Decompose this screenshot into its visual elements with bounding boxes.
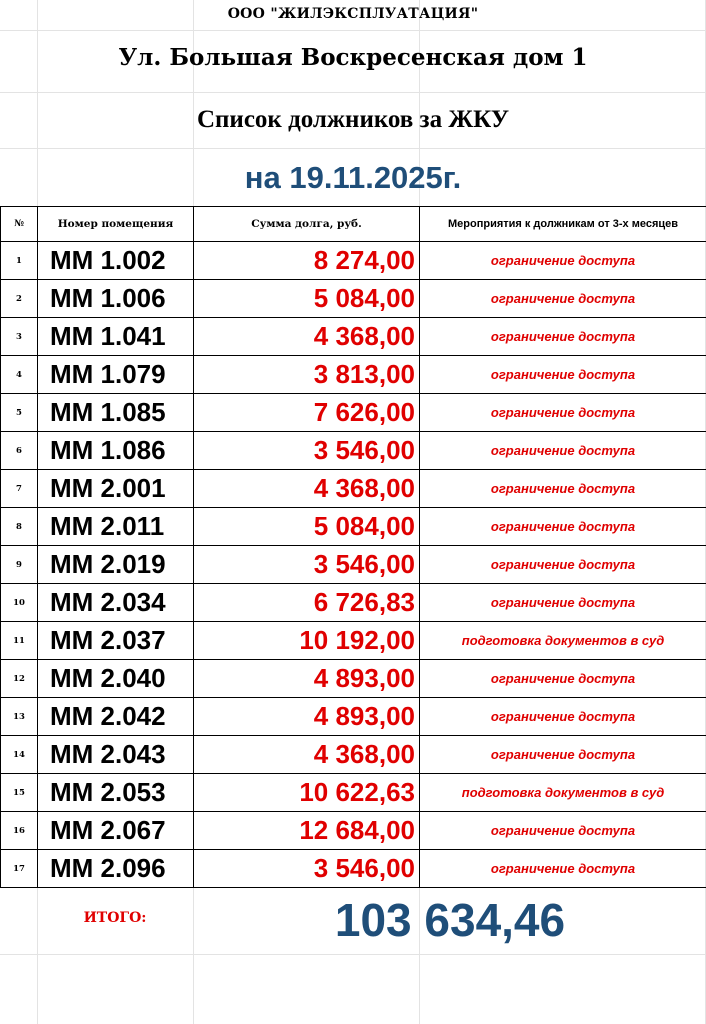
total-value: 103 634,46 xyxy=(334,894,566,946)
room-number: ММ 2.019 xyxy=(38,546,194,584)
company-name: ООО "ЖИЛЭКСПЛУАТАЦИЯ" xyxy=(227,6,479,22)
table-row xyxy=(1,432,706,470)
debtor-measure: ограничение доступа xyxy=(420,508,706,546)
debtor-measure: ограничение доступа xyxy=(420,280,706,318)
room-number: ММ 2.096 xyxy=(38,850,194,888)
debtor-measure: ограничение доступа xyxy=(420,432,706,470)
debtor-measure: ограничение доступа xyxy=(420,394,706,432)
debtor-measure: ограничение доступа xyxy=(420,356,706,394)
debt-amount: 3 546,00 xyxy=(194,432,420,470)
row-number: 11 xyxy=(1,622,38,660)
row-number: 2 xyxy=(1,280,38,318)
grid-line xyxy=(0,92,706,93)
room-number: ММ 1.041 xyxy=(38,318,194,356)
table-row xyxy=(1,622,706,660)
row-number: 17 xyxy=(1,850,38,888)
room-number: ММ 2.042 xyxy=(38,698,194,736)
row-number: 3 xyxy=(1,318,38,356)
debt-amount: 4 368,00 xyxy=(194,318,420,356)
debtor-measure: ограничение доступа xyxy=(420,318,706,356)
grid-line xyxy=(0,148,706,149)
row-number: 1 xyxy=(1,242,38,280)
row-number: 13 xyxy=(1,698,38,736)
debtor-measure: ограничение доступа xyxy=(420,470,706,508)
table-row xyxy=(1,698,706,736)
room-number: ММ 2.001 xyxy=(38,470,194,508)
list-title: Список должников за ЖКУ xyxy=(196,106,510,133)
table-row xyxy=(1,850,706,888)
debt-amount: 6 726,83 xyxy=(194,584,420,622)
room-number: ММ 2.037 xyxy=(38,622,194,660)
building-address: Ул. Большая Воскресенская дом 1 xyxy=(118,44,588,71)
debtor-measure: ограничение доступа xyxy=(420,698,706,736)
grid-line xyxy=(0,30,706,31)
debt-amount: 8 274,00 xyxy=(194,242,420,280)
table-row xyxy=(1,470,706,508)
debtor-measure: ограничение доступа xyxy=(420,736,706,774)
debtor-measure: подготовка документов в суд xyxy=(420,774,706,812)
table-row xyxy=(1,508,706,546)
table-row xyxy=(1,394,706,432)
room-number: ММ 2.053 xyxy=(38,774,194,812)
debt-amount: 4 893,00 xyxy=(194,660,420,698)
debtor-measure: ограничение доступа xyxy=(420,660,706,698)
row-number: 16 xyxy=(1,812,38,850)
debt-amount: 5 084,00 xyxy=(194,280,420,318)
room-number: ММ 1.085 xyxy=(38,394,194,432)
column-header-measures: Мероприятия к должникам от 3-х месяцев xyxy=(420,207,706,242)
table-row xyxy=(1,736,706,774)
debtors-table xyxy=(0,206,706,888)
row-number: 9 xyxy=(1,546,38,584)
debtor-measure: ограничение доступа xyxy=(420,242,706,280)
room-number: ММ 1.006 xyxy=(38,280,194,318)
table-row xyxy=(1,660,706,698)
table-row xyxy=(1,318,706,356)
table-row xyxy=(1,280,706,318)
debt-amount: 3 546,00 xyxy=(194,850,420,888)
row-number: 6 xyxy=(1,432,38,470)
debtor-measure: ограничение доступа xyxy=(420,584,706,622)
row-number: 8 xyxy=(1,508,38,546)
room-number: ММ 1.086 xyxy=(38,432,194,470)
report-date: на 19.11.2025г. xyxy=(244,160,462,195)
debt-amount: 7 626,00 xyxy=(194,394,420,432)
debt-amount: 4 893,00 xyxy=(194,698,420,736)
debt-amount: 4 368,00 xyxy=(194,736,420,774)
row-number: 14 xyxy=(1,736,38,774)
debt-amount: 3 813,00 xyxy=(194,356,420,394)
debtor-measure: ограничение доступа xyxy=(420,546,706,584)
column-header-room: Номер помещения xyxy=(38,207,194,242)
debtor-measure: ограничение доступа xyxy=(420,850,706,888)
debtor-measure: ограничение доступа xyxy=(420,812,706,850)
table-row xyxy=(1,546,706,584)
table-row xyxy=(1,774,706,812)
row-number: 5 xyxy=(1,394,38,432)
debt-amount: 4 368,00 xyxy=(194,470,420,508)
debt-amount: 5 084,00 xyxy=(194,508,420,546)
debt-amount: 3 546,00 xyxy=(194,546,420,584)
table-row xyxy=(1,812,706,850)
column-header-number: № xyxy=(1,207,38,242)
debt-amount: 10 622,63 xyxy=(194,774,420,812)
room-number: ММ 1.002 xyxy=(38,242,194,280)
debt-amount: 10 192,00 xyxy=(194,622,420,660)
table-row xyxy=(1,356,706,394)
row-number: 4 xyxy=(1,356,38,394)
room-number: ММ 2.034 xyxy=(38,584,194,622)
debt-amount: 12 684,00 xyxy=(194,812,420,850)
grid-line xyxy=(0,954,706,955)
row-number: 7 xyxy=(1,470,38,508)
table-row xyxy=(1,242,706,280)
table-body xyxy=(1,242,706,888)
row-number: 15 xyxy=(1,774,38,812)
column-header-sum: Сумма долга, руб. xyxy=(194,207,420,242)
room-number: ММ 2.067 xyxy=(38,812,194,850)
total-label: ИТОГО: xyxy=(83,910,147,926)
room-number: ММ 2.043 xyxy=(38,736,194,774)
row-number: 10 xyxy=(1,584,38,622)
room-number: ММ 2.040 xyxy=(38,660,194,698)
room-number: ММ 1.079 xyxy=(38,356,194,394)
room-number: ММ 2.011 xyxy=(38,508,194,546)
table-row xyxy=(1,584,706,622)
debtor-measure: подготовка документов в суд xyxy=(420,622,706,660)
row-number: 12 xyxy=(1,660,38,698)
table-header-row xyxy=(1,207,706,242)
